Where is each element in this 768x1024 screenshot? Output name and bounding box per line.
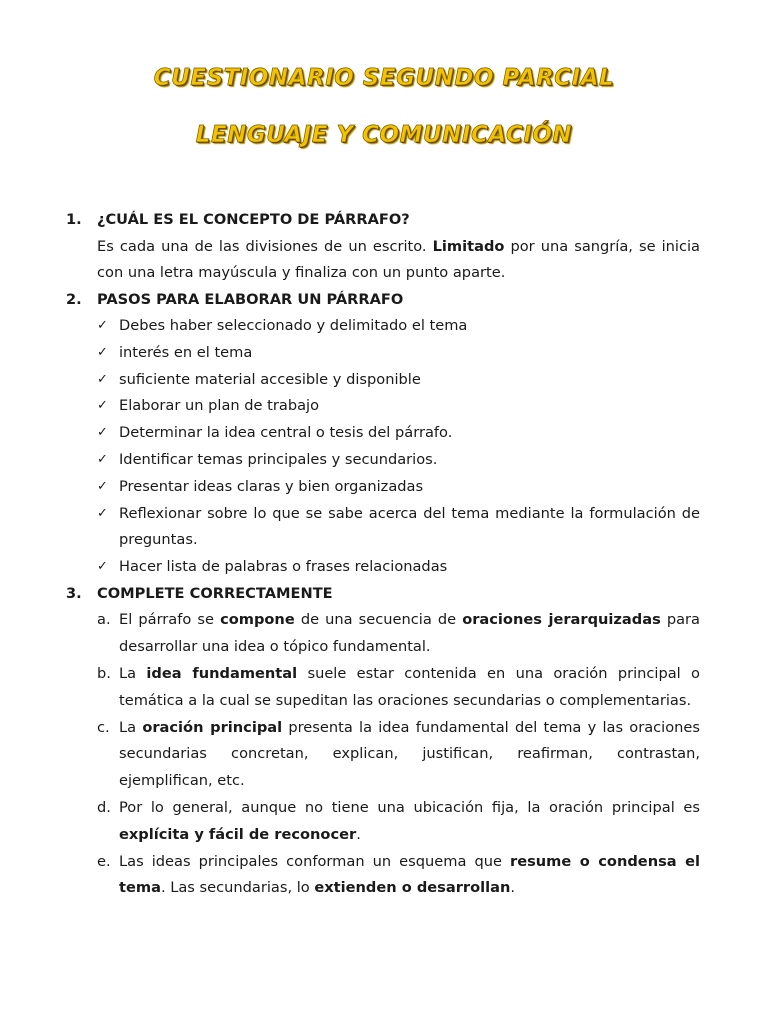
item-text-part: La <box>119 718 143 736</box>
item-text <box>119 607 700 661</box>
title-line-2: LENGUAJE Y COMUNICACIÓN <box>195 122 573 148</box>
item-bold-text: resume o condensa el tema <box>119 852 701 897</box>
question-title: COMPLETE CORRECTAMENTE <box>97 584 333 602</box>
item-letter: a. <box>97 611 111 629</box>
completion-list <box>66 607 700 902</box>
item-letter: d. <box>97 799 111 817</box>
steps-checklist <box>66 313 700 581</box>
item-bold-text: explícita y fácil de reconocer <box>119 825 357 843</box>
item-text-part: . <box>510 879 516 897</box>
checklist-item <box>97 474 700 501</box>
checkmark-icon: ✓ <box>97 398 108 414</box>
checkmark-icon: ✓ <box>97 451 108 467</box>
answer-bold-text: Limitado <box>432 237 505 255</box>
checkmark-icon: ✓ <box>97 344 108 360</box>
answer-text: Es cada una de las divisiones de un escrito. <box>97 237 433 255</box>
checklist-item-text: Hacer lista de palabras o frases relacionadas <box>119 558 448 576</box>
checklist-item-text: interés en el tema <box>119 343 253 361</box>
checklist-item <box>97 393 700 420</box>
question-1-answer <box>97 234 700 287</box>
item-text <box>119 849 700 903</box>
question-number: 3. <box>66 584 82 602</box>
item-text-part: de una secuencia de <box>294 611 463 629</box>
checkmark-icon: ✓ <box>97 371 108 387</box>
item-text-part: Por lo general, aunque no tiene una ubicación fija, la oración principal es <box>119 799 700 817</box>
questionnaire-body <box>66 207 700 902</box>
checklist-item-text: Determinar la idea central o tesis del párrafo. <box>119 424 453 442</box>
item-bold-text: oraciones jerarquizadas <box>462 611 661 629</box>
item-text <box>119 795 700 849</box>
checklist-item-text: Debes haber seleccionado y delimitado el tema <box>119 317 468 334</box>
item-text <box>119 661 700 715</box>
checkmark-icon: ✓ <box>97 478 108 494</box>
item-text-part: suele estar contenida en una oración principal o temática a la cual se supeditan las oraciones secundarias o complementarias. <box>119 665 700 709</box>
item-text-part: La <box>119 665 147 683</box>
item-text-part: . <box>356 825 361 843</box>
item-text-part: Las ideas principales conforman un esquema que <box>119 852 510 870</box>
checkmark-icon: ✓ <box>97 318 108 333</box>
checkmark-icon: ✓ <box>97 505 108 521</box>
item-letter: b. <box>97 665 111 683</box>
completion-item-a <box>97 607 700 661</box>
checklist-item-text: suficiente material accesible y disponible <box>119 370 421 388</box>
checklist-item-text: Elaborar un plan de trabajo <box>119 397 320 415</box>
checklist-item <box>97 501 700 555</box>
item-text-part: para desarrollar una idea o tópico fundamental. <box>119 611 701 656</box>
completion-item-e <box>97 849 700 903</box>
question-number: 1. <box>66 211 82 228</box>
checklist-item <box>97 554 700 581</box>
item-text-part: El párrafo se <box>119 611 221 629</box>
title-line-1: CUESTIONARIO SEGUNDO PARCIAL <box>153 65 615 91</box>
document-title <box>0 60 768 153</box>
checklist-item <box>97 420 700 447</box>
item-bold-text: extienden o desarrollan <box>314 879 511 897</box>
completion-item-d <box>97 795 700 849</box>
checklist-item <box>97 340 700 367</box>
checklist-item <box>97 313 700 340</box>
question-3-heading <box>66 581 700 608</box>
checklist-item-text: Identificar temas principales y secundarios. <box>119 450 438 468</box>
completion-item-b <box>97 661 700 715</box>
item-letter: c. <box>97 718 110 736</box>
item-text-part: presenta la idea fundamental del tema y las oraciones secundarias concretan, explican, justifican, reafirman, contrastan, ejemplifican, etc. <box>119 718 700 790</box>
checkmark-icon: ✓ <box>97 559 108 575</box>
checklist-item-text: Presentar ideas claras y bien organizadas <box>119 477 424 495</box>
item-text-part: . Las secundarias, lo <box>160 879 315 897</box>
checklist-item-text: Reflexionar sobre lo que se sabe acerca del tema mediante la formulación de preguntas. <box>119 504 700 549</box>
item-letter: e. <box>97 852 111 870</box>
question-title: ¿CUÁL ES EL CONCEPTO DE PÁRRAFO? <box>97 211 410 228</box>
completion-item-c <box>97 715 700 795</box>
item-text <box>119 715 700 795</box>
item-bold-text: idea fundamental <box>146 665 298 683</box>
checklist-item <box>97 367 700 394</box>
question-title: PASOS PARA ELABORAR UN PÁRRAFO <box>97 290 404 308</box>
checkmark-icon: ✓ <box>97 425 108 441</box>
answer-text: por una sangría, se inicia con una letra mayúscula y finaliza con un punto aparte. <box>97 237 700 281</box>
item-bold-text: compone <box>220 611 295 629</box>
checklist-item <box>97 447 700 474</box>
question-1-heading <box>66 207 700 234</box>
question-number: 2. <box>66 290 82 308</box>
item-bold-text: oración principal <box>142 718 283 736</box>
question-2-heading <box>66 287 700 314</box>
